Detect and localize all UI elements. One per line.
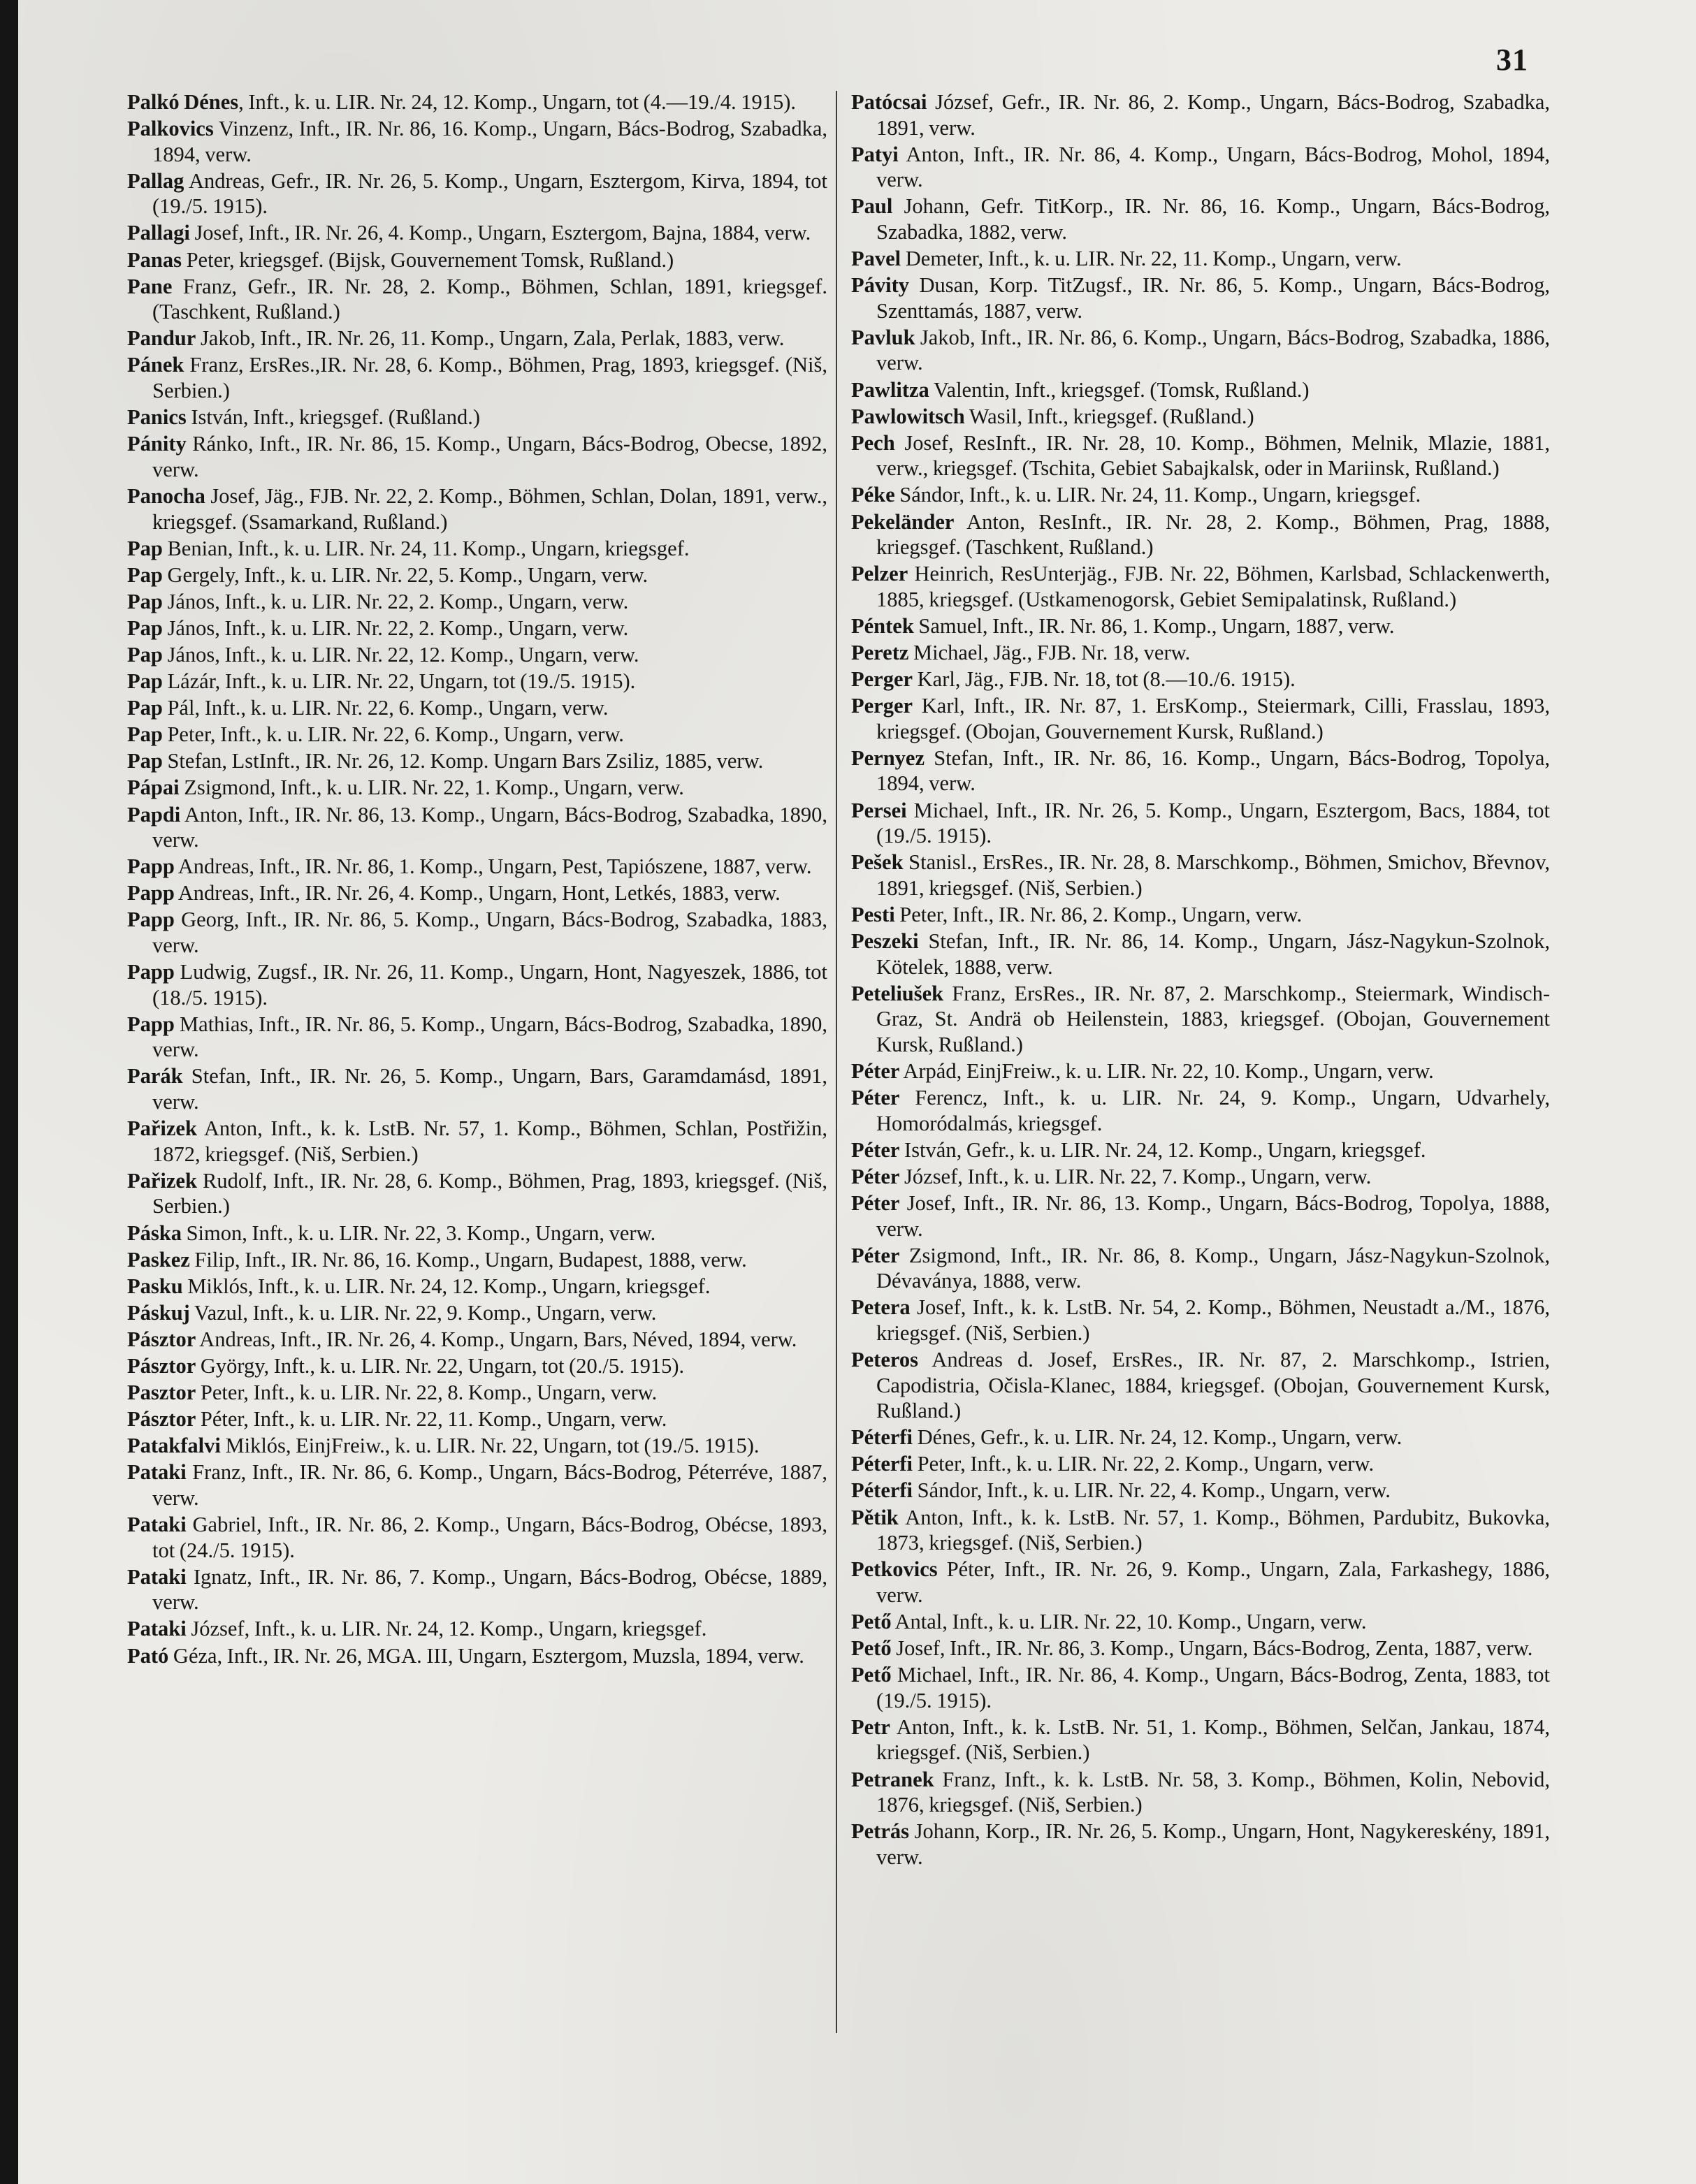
list-entry: [851, 1164, 1550, 1190]
entry-surname: Péterfi: [851, 1478, 913, 1503]
entry-surname: Papp: [127, 881, 175, 905]
entry-surname: Pap: [127, 669, 163, 694]
list-entry: [127, 431, 827, 482]
entry-details: János, Inft., k. u. LIR. Nr. 22, 2. Komp., Ungarn, verw.: [162, 589, 629, 613]
entry-surname: Petr: [851, 1715, 890, 1739]
list-entry: [127, 405, 827, 430]
entry-surname: Péter: [851, 1191, 900, 1215]
entry-details: Simon, Inft., k. u. LIR. Nr. 22, 3. Komp., Ungarn, verw.: [181, 1221, 656, 1245]
list-entry: [127, 483, 827, 534]
entry-surname: Péterfi: [851, 1425, 913, 1450]
list-entry: [851, 1557, 1550, 1608]
entry-details: Stefan, Inft., IR. Nr. 86, 16. Komp., Ungarn, Bács-Bodrog, Topolya, 1894, verw.: [876, 745, 1550, 796]
entry-surname: Pallagi: [127, 221, 190, 245]
entry-surname: Pető: [851, 1663, 892, 1687]
list-entry: [851, 1767, 1550, 1818]
list-entry: [851, 1085, 1550, 1136]
list-entry: [851, 325, 1550, 376]
entry-details: Peter, Inft., k. u. LIR. Nr. 22, 6. Komp., Ungarn, verw.: [162, 722, 624, 747]
entry-surname: Páskuj: [127, 1300, 190, 1325]
entry-surname: Pap: [127, 642, 163, 667]
entry-details: Michael, Inft., IR. Nr. 26, 5. Komp., Ungarn, Esztergom, Bacs, 1884, tot (19./5. 1915).: [876, 798, 1550, 848]
list-entry: [127, 1247, 827, 1273]
list-entry: [851, 1295, 1550, 1346]
entry-surname: Panocha: [127, 483, 205, 508]
list-entry: [851, 482, 1550, 508]
entry-surname: Pap: [127, 562, 163, 587]
entry-surname: Pandur: [127, 326, 196, 351]
entry-surname: Pánek: [127, 353, 184, 377]
list-entry: [127, 1300, 827, 1326]
entry-details: , Inft., k. u. LIR. Nr. 24, 12. Komp., Ungarn, tot (4.—19./4. 1915).: [238, 90, 796, 114]
entry-surname: Pap: [127, 722, 163, 747]
entry-surname: Pařizek: [127, 1168, 197, 1193]
entry-details: Filip, Inft., IR. Nr. 86, 16. Komp., Ungarn, Budapest, 1888, verw.: [189, 1247, 747, 1272]
list-entry: [851, 1347, 1550, 1424]
entry-details: Franz, ErsRes.,IR. Nr. 28, 6. Komp., Böhmen, Prag, 1893, kriegsgef. (Niš, Serbien.): [152, 353, 827, 403]
entry-surname: Petera: [851, 1295, 911, 1320]
entry-surname: Pap: [127, 589, 163, 613]
entry-details: Karl, Inft., IR. Nr. 87, 1. ErsKomp., Steiermark, Cilli, Frasslau, 1893, kriegsgef. (Obojan, Gouvernement Kursk, Rußland.): [876, 694, 1550, 743]
entry-details: Karl, Jäg., FJB. Nr. 18, tot (8.—10./6. 1915).: [913, 667, 1296, 692]
entry-details: Zsigmond, Inft., IR. Nr. 86, 8. Komp., Ungarn, Jász-Nagykun-Szolnok, Dévaványa, 1888, verw.: [876, 1243, 1550, 1293]
list-entry: [127, 562, 827, 588]
entry-details: Valentin, Inft., kriegsgef. (Tomsk, Rußland.): [929, 377, 1310, 402]
list-entry: [127, 1459, 827, 1510]
entry-details: Miklós, EinjFreiw., k. u. LIR. Nr. 22, Ungarn, tot (19./5. 1915).: [220, 1434, 760, 1458]
entry-surname: Pataki: [127, 1564, 187, 1589]
list-entry: [127, 1406, 827, 1432]
entry-surname: Perger: [851, 694, 913, 718]
list-entry: [127, 775, 827, 801]
list-entry: [127, 536, 827, 562]
list-entry: [127, 116, 827, 167]
list-entry: [127, 326, 827, 351]
entry-surname: Patyi: [851, 142, 899, 166]
entry-details: Rudolf, Inft., IR. Nr. 28, 6. Komp., Böhmen, Prag, 1893, kriegsgef. (Niš, Serbien.): [152, 1168, 827, 1218]
entry-details: István, Gefr., k. u. LIR. Nr. 24, 12. Komp., Ungarn, kriegsgef.: [899, 1137, 1426, 1162]
entry-details: József, Inft., k. u. LIR. Nr. 24, 12. Komp., Ungarn, kriegsgef.: [186, 1617, 707, 1641]
entry-surname: Pető: [851, 1636, 892, 1661]
entry-surname: Péter: [851, 1137, 900, 1162]
entry-details: Jakob, Inft., IR. Nr. 86, 6. Komp., Ungarn, Bács-Bodrog, Szabadka, 1886, verw.: [876, 325, 1550, 375]
entry-details: Ránko, Inft., IR. Nr. 86, 15. Komp., Ungarn, Bács-Bodrog, Obecse, 1892, verw.: [152, 432, 827, 481]
entry-details: Sándor, Inft., k. u. LIR. Nr. 22, 4. Komp., Ungarn, verw.: [913, 1478, 1391, 1503]
list-entry: [851, 693, 1550, 744]
entry-surname: Pětik: [851, 1505, 899, 1529]
entry-details: Samuel, Inft., IR. Nr. 86, 1. Komp., Ungarn, 1887, verw.: [913, 613, 1395, 638]
entry-surname: Patócsai: [851, 90, 927, 114]
entry-details: Andreas, Gefr., IR. Nr. 26, 5. Komp., Ungarn, Esztergom, Kirva, 1894, tot (19./5. 1915).: [152, 168, 827, 219]
entry-details: Ignatz, Inft., IR. Nr. 86, 7. Komp., Ungarn, Bács-Bodrog, Obécse, 1889, verw.: [152, 1564, 827, 1615]
entry-details: Josef, Inft., IR. Nr. 86, 3. Komp., Ungarn, Bács-Bodrog, Zenta, 1887, verw.: [891, 1636, 1533, 1661]
entry-surname: Pekeländer: [851, 509, 955, 534]
entry-details: Wasil, Inft., kriegsgef. (Rußland.): [964, 404, 1254, 428]
list-entry: [851, 561, 1550, 612]
entry-details: Gabriel, Inft., IR. Nr. 86, 2. Komp., Ungarn, Bács-Bodrog, Obécse, 1893, tot (24./5. 1915).: [152, 1513, 827, 1562]
list-entry: [127, 220, 827, 246]
entry-surname: Petranek: [851, 1767, 934, 1791]
entry-details: Josef, Inft., IR. Nr. 26, 4. Komp., Ungarn, Esztergom, Bajna, 1884, verw.: [189, 221, 811, 245]
entry-surname: Petrás: [851, 1819, 909, 1844]
list-entry: [851, 1191, 1550, 1242]
list-entry: [127, 959, 827, 1010]
entry-details: Anton, Inft., k. k. LstB. Nr. 57, 1. Komp., Böhmen, Schlan, Postřižin, 1872, kriegsgef. (Niš, Serbien.): [152, 1116, 827, 1166]
list-entry: [851, 640, 1550, 666]
entry-surname: Pap: [127, 616, 163, 640]
entry-surname: Paskez: [127, 1247, 190, 1272]
entry-surname: Patakfalvi: [127, 1434, 221, 1458]
list-entry: [127, 1063, 827, 1114]
entry-surname: Parák: [127, 1064, 183, 1089]
entry-details: Georg, Inft., IR. Nr. 86, 5. Komp., Ungarn, Bács-Bodrog, Szabadka, 1883, verw.: [152, 908, 827, 957]
list-entry: [127, 1274, 827, 1300]
list-entry: [127, 1012, 827, 1063]
list-entry: [127, 352, 827, 403]
entry-surname: Pech: [851, 430, 895, 455]
entry-surname: Péter: [851, 1086, 900, 1110]
entry-details: Benian, Inft., k. u. LIR. Nr. 24, 11. Komp., Ungarn, kriegsgef.: [162, 536, 690, 560]
entry-details: Dusan, Korp. TitZugsf., IR. Nr. 86, 5. Komp., Ungarn, Bács-Bodrog, Szenttamás, 1887, verw.: [876, 273, 1550, 323]
entry-details: Peter, kriegsgef. (Bijsk, Gouvernement Tomsk, Rußland.): [181, 247, 674, 272]
entry-surname: Péter: [851, 1243, 900, 1267]
list-entry: [851, 1451, 1550, 1477]
entry-details: Anton, Inft., k. k. LstB. Nr. 51, 1. Komp., Böhmen, Selčan, Jankau, 1874, kriegsgef. (Niš, Serbien.): [876, 1715, 1550, 1765]
entry-details: Anton, Inft., k. k. LstB. Nr. 57, 1. Komp., Böhmen, Pardubitz, Bukovka, 1873, kriegsgef. (Niš, Serbien.): [876, 1505, 1550, 1555]
entry-surname: Pešek: [851, 850, 904, 875]
list-entry: [851, 377, 1550, 403]
entry-details: Miklós, Inft., k. u. LIR. Nr. 24, 12. Komp., Ungarn, kriegsgef.: [182, 1274, 711, 1298]
column-divider: [836, 91, 837, 2033]
entry-details: Andreas d. Josef, ErsRes., IR. Nr. 87, 2. Marschkomp., Istrien, Capodistria, Očisla-Klanec, 1884, kriegsgef. (Obojan, Gouvernement Kursk, Rußland.): [876, 1348, 1550, 1423]
entry-surname: Pataki: [127, 1617, 187, 1641]
entry-surname: Palkovics: [127, 117, 214, 141]
entry-details: József, Gefr., IR. Nr. 86, 2. Komp., Ungarn, Bács-Bodrog, Szabadka, 1891, verw.: [876, 90, 1550, 140]
entry-surname: Pawlitza: [851, 377, 929, 402]
entry-details: Anton, ResInft., IR. Nr. 28, 2. Komp., Böhmen, Prag, 1888, kriegsgef. (Taschkent, Rußland.): [876, 509, 1550, 560]
list-entry: [851, 1662, 1550, 1713]
page-number: 31: [1496, 43, 1528, 77]
entry-surname: Pawlowitsch: [851, 404, 965, 428]
entry-surname: Pásztor: [127, 1407, 196, 1432]
entry-surname: Pasztor: [127, 1381, 196, 1405]
entry-details: Vinzenz, Inft., IR. Nr. 86, 16. Komp., Ungarn, Bács-Bodrog, Szabadka, 1894, verw.: [152, 117, 827, 166]
entry-surname: Péter: [851, 1058, 900, 1083]
list-entry: [851, 1715, 1550, 1766]
entry-details: Johann, Korp., IR. Nr. 26, 5. Komp., Ungarn, Hont, Nagykereskény, 1891, verw.: [876, 1819, 1550, 1869]
entry-details: János, Inft., k. u. LIR. Nr. 22, 12. Komp., Ungarn, verw.: [162, 642, 639, 667]
list-entry: [851, 142, 1550, 193]
entry-details: Péter, Inft., k. u. LIR. Nr. 22, 11. Komp., Ungarn, verw.: [196, 1407, 667, 1432]
entry-surname: Pató: [127, 1643, 169, 1668]
entry-details: Peter, Inft., k. u. LIR. Nr. 22, 2. Komp., Ungarn, verw.: [913, 1452, 1375, 1476]
entry-details: Josef, Inft., IR. Nr. 86, 13. Komp., Ungarn, Bács-Bodrog, Topolya, 1888, verw.: [876, 1191, 1550, 1241]
entry-surname: Pasku: [127, 1274, 183, 1298]
entry-details: István, Inft., kriegsgef. (Rußland.): [186, 405, 481, 430]
entry-surname: Pánity: [127, 432, 187, 456]
list-entry: [127, 1327, 827, 1353]
list-entry: [851, 430, 1550, 481]
entry-surname: Pap: [127, 696, 163, 720]
list-entry: [127, 1380, 827, 1406]
entry-surname: Pataki: [127, 1460, 187, 1485]
entry-details: Anton, Inft., IR. Nr. 86, 13. Komp., Ungarn, Bács-Bodrog, Szabadka, 1890, verw.: [152, 802, 827, 852]
entry-surname: Pallag: [127, 168, 184, 193]
entry-surname: Pařizek: [127, 1116, 197, 1141]
entry-details: Johann, Gefr. TitKorp., IR. Nr. 86, 16. Komp., Ungarn, Bács-Bodrog, Szabadka, 1882, verw.: [876, 194, 1550, 244]
list-entry: [851, 194, 1550, 245]
list-entry: [127, 854, 827, 880]
list-entry: [851, 902, 1550, 928]
entry-surname: Péterfi: [851, 1452, 913, 1476]
entry-details: Lázár, Inft., k. u. LIR. Nr. 22, Ungarn, tot (19./5. 1915).: [162, 669, 636, 694]
list-entry: [127, 247, 827, 273]
entry-details: János, Inft., k. u. LIR. Nr. 22, 2. Komp., Ungarn, verw.: [162, 616, 629, 640]
entry-surname: Papp: [127, 908, 175, 932]
entry-surname: Pápai: [127, 776, 180, 800]
entry-details: Peter, Inft., k. u. LIR. Nr. 22, 8. Komp., Ungarn, verw.: [196, 1381, 658, 1405]
entry-details: Franz, ErsRes., IR. Nr. 87, 2. Marschkomp., Steiermark, Windisch-Graz, St. Andrä ob Heilenstein, 1883, kriegsgef. (Obojan, Gouvernement Kursk, Rußland.): [876, 981, 1550, 1056]
entry-details: Stefan, Inft., IR. Nr. 86, 14. Komp., Ungarn, Jász-Nagykun-Szolnok, Kötelek, 1888, verw.: [876, 929, 1550, 979]
entry-details: Anton, Inft., IR. Nr. 86, 4. Komp., Ungarn, Bács-Bodrog, Mohol, 1894, verw.: [876, 142, 1550, 192]
list-entry: [851, 1505, 1550, 1556]
list-entry: [851, 667, 1550, 692]
entry-surname: Papp: [127, 960, 175, 984]
entry-details: Gergely, Inft., k. u. LIR. Nr. 22, 5. Komp., Ungarn, verw.: [162, 562, 648, 587]
page-binding-edge: [0, 0, 18, 2184]
entry-details: Ludwig, Zugsf., IR. Nr. 26, 11. Komp., Ungarn, Hont, Nagyeszek, 1886, tot (18./5. 1915).: [152, 960, 827, 1010]
entry-surname: Pelzer: [851, 562, 908, 586]
entry-surname: Pavluk: [851, 325, 915, 349]
entry-surname: Pataki: [127, 1513, 187, 1537]
list-entry: [851, 89, 1550, 140]
list-entry: [127, 1564, 827, 1615]
list-entry: [851, 745, 1550, 796]
entry-surname: Pávity: [851, 273, 910, 298]
entry-surname: Pernyez: [851, 745, 925, 770]
entry-details: Josef, ResInft., IR. Nr. 28, 10. Komp., Böhmen, Melnik, Mlazie, 1881, verw., kriegsgef. (Tschita, Gebiet Sabajkalsk, oder in Mariinsk, Rußland.): [876, 430, 1550, 481]
entry-surname: Papp: [127, 1012, 175, 1036]
list-entry: [851, 1636, 1550, 1661]
list-entry: [851, 929, 1550, 980]
list-entry: [851, 1137, 1550, 1163]
entry-surname: Panas: [127, 247, 182, 272]
entry-surname: Paul: [851, 194, 893, 219]
entry-details: Antal, Inft., k. u. LIR. Nr. 22, 10. Komp., Ungarn, verw.: [891, 1609, 1367, 1633]
entry-details: György, Inft., k. u. LIR. Nr. 22, Ungarn, tot (20./5. 1915).: [196, 1354, 685, 1378]
entry-surname: Peteros: [851, 1348, 918, 1371]
entry-details: Andreas, Inft., IR. Nr. 86, 1. Komp., Ungarn, Pest, Tapiószene, 1887, verw.: [174, 854, 812, 879]
entry-surname: Peszeki: [851, 929, 919, 953]
list-entry: [851, 246, 1550, 272]
list-entry: [851, 1243, 1550, 1294]
list-entry: [851, 1609, 1550, 1635]
list-entry: [127, 748, 827, 774]
entry-surname: Pane: [127, 274, 173, 298]
list-entry: [127, 907, 827, 958]
entry-details: Michael, Inft., IR. Nr. 86, 4. Komp., Ungarn, Bács-Bodrog, Zenta, 1883, tot (19./5. 1915).: [876, 1663, 1550, 1712]
entry-surname: Petkovics: [851, 1557, 938, 1582]
list-entry: [851, 798, 1550, 849]
entry-surname: Pavel: [851, 247, 901, 271]
entry-details: Stefan, Inft., IR. Nr. 26, 5. Komp., Ungarn, Bars, Garamdamásd, 1891, verw.: [152, 1064, 827, 1114]
list-entry: [127, 1116, 827, 1167]
list-entry: [851, 613, 1550, 639]
entry-surname: Persei: [851, 798, 907, 822]
entry-details: Péter, Inft., IR. Nr. 26, 9. Komp., Ungarn, Zala, Farkashegy, 1886, verw.: [876, 1557, 1550, 1607]
entry-details: Arpád, EinjFreiw., k. u. LIR. Nr. 22, 10. Komp., Ungarn, verw.: [899, 1058, 1434, 1083]
list-entry: [127, 616, 827, 641]
list-entry: [127, 1353, 827, 1379]
list-entry: [127, 1616, 827, 1642]
list-entry: [127, 589, 827, 615]
entry-details: Stefan, LstInft., IR. Nr. 26, 12. Komp. Ungarn Bars Zsiliz, 1885, verw.: [162, 749, 764, 773]
list-entry: [851, 1819, 1550, 1870]
entry-details: Franz, Gefr., IR. Nr. 28, 2. Komp., Böhmen, Schlan, 1891, kriegsgef. (Taschkent, Rußland.): [152, 274, 827, 324]
entry-details: Demeter, Inft., k. u. LIR. Nr. 22, 11. Komp., Ungarn, verw.: [901, 247, 1402, 271]
list-entry: [127, 642, 827, 668]
list-entry: [127, 1168, 827, 1219]
list-entry: [127, 669, 827, 694]
entry-surname: Péntek: [851, 613, 914, 638]
list-entry: [127, 722, 827, 748]
list-entry: [127, 274, 827, 325]
list-entry: [851, 404, 1550, 430]
entry-surname: Peteliušek: [851, 981, 944, 1005]
list-entry: [127, 1221, 827, 1246]
entry-details: Josef, Inft., k. k. LstB. Nr. 54, 2. Komp., Böhmen, Neustadt a./M., 1876, kriegsgef. (Niš, Serbien.): [876, 1295, 1550, 1345]
entry-surname: Palkó Dénes: [127, 90, 239, 114]
list-entry: [127, 695, 827, 721]
entry-surname: Péke: [851, 483, 895, 507]
list-entry: [127, 1512, 827, 1563]
entry-surname: Pap: [127, 536, 163, 560]
entry-details: Géza, Inft., IR. Nr. 26, MGA. III, Ungarn, Esztergom, Muzsla, 1894, verw.: [168, 1643, 804, 1668]
entry-surname: Papp: [127, 854, 175, 879]
list-entry: [851, 1425, 1550, 1450]
entry-details: Andreas, Inft., IR. Nr. 26, 4. Komp., Ungarn, Bars, Néved, 1894, verw.: [196, 1327, 797, 1351]
entry-details: Vazul, Inft., k. u. LIR. Nr. 22, 9. Komp., Ungarn, verw.: [189, 1300, 657, 1325]
list-entry: [851, 981, 1550, 1058]
list-entry: [851, 272, 1550, 323]
entry-details: Zsigmond, Inft., k. u. LIR. Nr. 22, 1. Komp., Ungarn, verw.: [179, 776, 684, 800]
list-entry: [851, 1478, 1550, 1504]
list-entry: [851, 1058, 1550, 1084]
list-entry: [127, 1643, 827, 1669]
entry-details: Stanisl., ErsRes., IR. Nr. 28, 8. Marschkomp., Böhmen, Smichov, Břevnov, 1891, kriegsgef. (Niš, Serbien.): [876, 850, 1550, 900]
list-entry: [127, 1433, 827, 1459]
entry-details: Andreas, Inft., IR. Nr. 26, 4. Komp., Ungarn, Hont, Letkés, 1883, verw.: [174, 881, 781, 905]
list-entry: [851, 850, 1550, 901]
entry-details: Jakob, Inft., IR. Nr. 26, 11. Komp., Ungarn, Zala, Perlak, 1883, verw.: [196, 326, 785, 351]
entry-details: Pál, Inft., k. u. LIR. Nr. 22, 6. Komp., Ungarn, verw.: [162, 696, 609, 720]
right-column: [851, 89, 1550, 1871]
entry-surname: Pap: [127, 749, 163, 773]
entry-details: Franz, Inft., IR. Nr. 86, 6. Komp., Ungarn, Bács-Bodrog, Péterréve, 1887, verw.: [152, 1460, 827, 1510]
entry-surname: Peretz: [851, 640, 909, 664]
entry-surname: Panics: [127, 405, 187, 430]
entry-surname: Pesti: [851, 902, 895, 926]
entry-surname: Pásztor: [127, 1354, 196, 1378]
entry-details: Sándor, Inft., k. u. LIR. Nr. 24, 11. Komp., Ungarn, kriegsgef.: [894, 483, 1421, 507]
entry-details: József, Inft., k. u. LIR. Nr. 22, 7. Komp., Ungarn, verw.: [899, 1164, 1372, 1188]
entry-details: Peter, Inft., IR. Nr. 86, 2. Komp., Ungarn, verw.: [894, 902, 1303, 926]
entry-details: Michael, Jäg., FJB. Nr. 18, verw.: [908, 640, 1191, 664]
list-entry: [127, 802, 827, 853]
entry-surname: Páska: [127, 1221, 182, 1245]
entry-details: Franz, Inft., k. k. LstB. Nr. 58, 3. Komp., Böhmen, Kolin, Nebovid, 1876, kriegsgef. (Niš, Serbien.): [876, 1767, 1550, 1817]
left-column: [127, 89, 827, 1670]
entry-details: Mathias, Inft., IR. Nr. 86, 5. Komp., Ungarn, Bács-Bodrog, Szabadka, 1890, verw.: [152, 1012, 827, 1062]
entry-surname: Papdi: [127, 802, 181, 827]
entry-surname: Péter: [851, 1164, 900, 1188]
list-entry: [127, 168, 827, 219]
entry-surname: Pásztor: [127, 1327, 196, 1351]
list-entry: [127, 89, 827, 115]
list-entry: [127, 880, 827, 906]
entry-surname: Perger: [851, 667, 913, 692]
entry-details: Dénes, Gefr., k. u. LIR. Nr. 24, 12. Komp., Ungarn, verw.: [913, 1425, 1403, 1450]
entry-details: Ferencz, Inft., k. u. LIR. Nr. 24, 9. Komp., Ungarn, Udvarhely, Homoródalmás, kriegsgef.: [876, 1086, 1550, 1135]
entry-surname: Pető: [851, 1609, 892, 1633]
entry-details: Josef, Jäg., FJB. Nr. 22, 2. Komp., Böhmen, Schlan, Dolan, 1891, verw., kriegsgef. (Ssamarkand, Rußland.): [152, 483, 827, 534]
entry-details: Heinrich, ResUnterjäg., FJB. Nr. 22, Böhmen, Karlsbad, Schlackenwerth, 1885, kriegsgef. (Ustkamenogorsk, Gebiet Semipalatinsk, Rußland.): [876, 562, 1550, 611]
list-entry: [851, 509, 1550, 560]
